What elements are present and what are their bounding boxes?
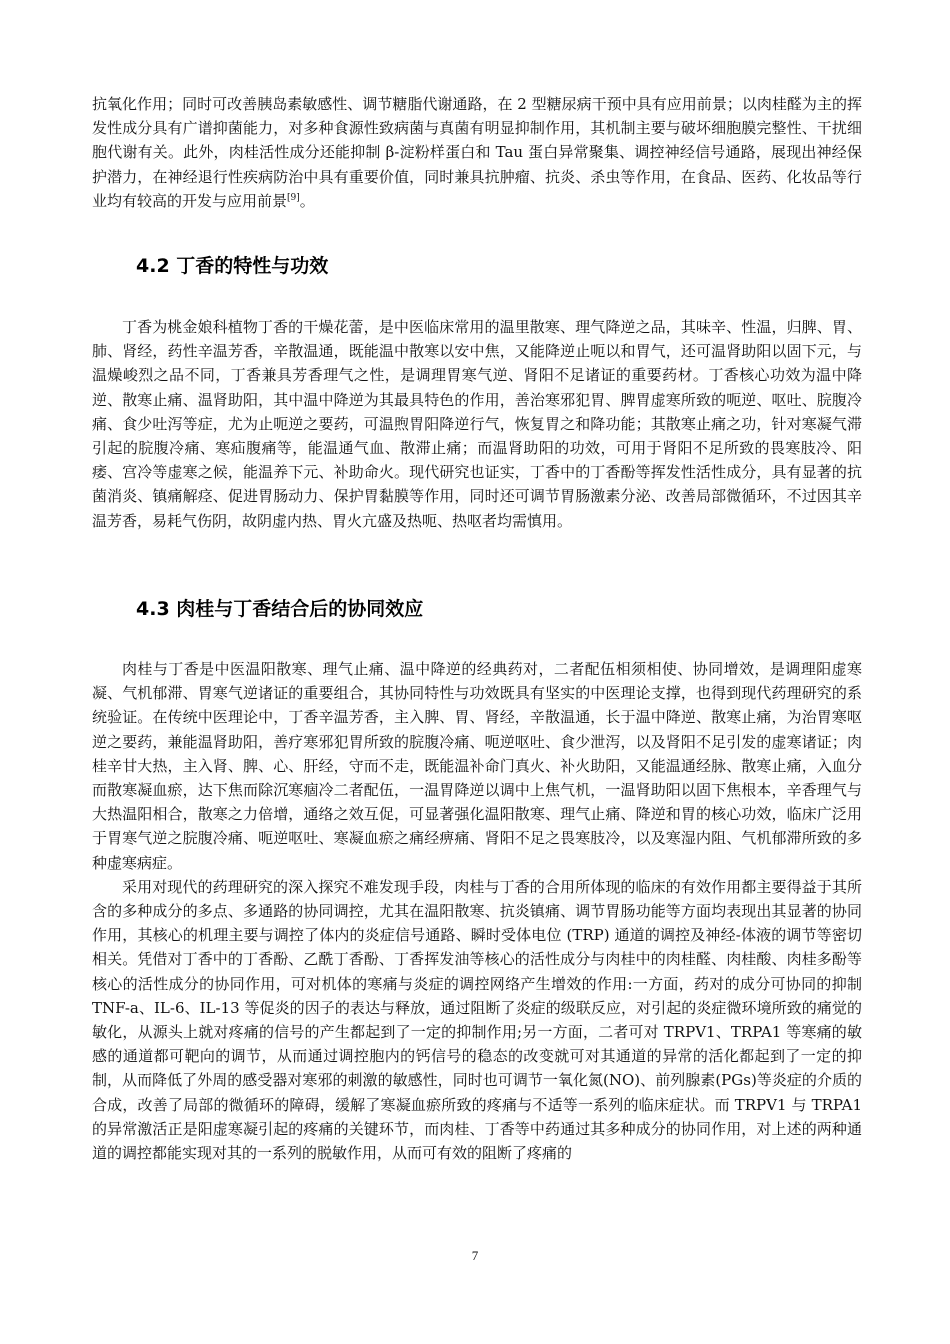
section-4-3-body xyxy=(92,657,862,1165)
section-4-2-body xyxy=(92,315,862,533)
intro-end: 。 xyxy=(299,191,315,210)
section-heading-4-2: 4.2 丁香的特性与功效 xyxy=(136,255,329,277)
section-heading-4-3: 4.3 肉桂与丁香结合后的协同效应 xyxy=(136,598,424,620)
citation-marker: [9] xyxy=(287,192,300,203)
synergy-paragraph-1: 肉桂与丁香是中医温阳散寒、理气止痛、温中降逆的经典药对，二者配伍相须相使、协同增效，是调理阳虚寒凝、气机郁滞、胃寒气逆诸证的重要组合，其协同特性与功效既具有坚实的中医理论支撑，也得到现代药理研究的系统验证。在传统中医理论中，丁香辛温芳香，主入脾、胃、肾经，辛散温通，长于温中降逆、散寒止痛，为治胃寒呕逆之要药，兼能温肾助阳，善疗寒邪犯胃所致的脘腹冷痛、呃逆呕吐、食少泄泻，以及肾阳不足引发的虚寒诸证；肉桂辛甘大热，主入肾、脾、心、肝经，守而不走，既能温补命门真火、补火助阳，又能温通经脉、散寒止痛，入血分而散寒凝血瘀，达下焦而除沉寒痼冷二者配伍，一温胃降逆以调中上焦气机，一温肾助阳以固下焦根本，辛香理气与大热温阳相合，散寒之力倍增，通络之效互促，可显著强化温阳散寒、理气止痛、降逆和胃的核心功效，临床广泛用于胃寒气逆之脘腹冷痛、呃逆呕吐、寒凝血瘀之痛经痹痛、肾阳不足之畏寒肢冷，以及寒湿内阻、气机郁滞所致的多种虚寒病症。 xyxy=(92,660,862,872)
intro-paragraph xyxy=(92,92,862,213)
synergy-paragraph-2: 采用对现代的药理研究的深入探究不难发现手段，肉桂与丁香的合用所体现的临床的有效作用都主要得益于其所含的多种成分的多点、多通路的协同调控，尤其在温阳散寒、抗炎镇痛、调节胃肠功能等方面均表现出其显著的协同作用，其核心的机理主要与调控了体内的炎症信号通路、瞬时受体电位 (TRP) 通道的调控及神经-体液的调节等密切相关。凭借对丁香中的丁香酚、乙酰丁香酚、丁香挥发油等核心的活性成分与肉桂中的肉桂醛、肉桂酸、肉桂多酚等核心的活性成分的协同作用，可对机体的寒痛与炎症的调控网络产生增效的作用:一方面，药对的成分可协同的抑制 TNF-a、IL-6、IL-13 等促炎的因子的表达与释放，通过阻断了炎症的级联反应，对引起的炎症微环境所致的痛觉的敏化，从源头上就对疼痛的信号的产生都起到了一定的抑制作用;另一方面，二者可对 TRPV1、TRPA1 等寒痛的敏感的通道都可靶向的调节，从而通过调控胞内的钙信号的稳态的改变就可对其通道的异常的活化都起到了一定的抑制，从而降低了外周的感受器对寒邪的刺激的敏感性，同时也可调节一氧化氮(NO)、前列腺素(PGs)等炎症的介质的合成，改善了局部的微循环的障碍，缓解了寒凝血瘀所致的疼痛与不适等一系列的临床症状。而 TRPV1 与 TRPA1 的异常激活正是阳虚寒凝引起的疼痛的关键环节，而肉桂、丁香等中药通过其多种成分的协同作用，对上述的两种通道的调控都能实现对其的一系列的脱敏作用，从而可有效的阻断了疼痛的 xyxy=(92,877,862,1163)
intro-text: 抗氧化作用；同时可改善胰岛素敏感性、调节糖脂代谢通路，在 2 型糖尿病干预中具有应用前景；以肉桂醛为主的挥发性成分具有广谱抑菌能力，对多种食源性致病菌与真菌有明显抑制作用，其机制主要与破坏细胞膜完整性、干扰细胞代谢有关。此外，肉桂活性成分还能抑制 β-淀粉样蛋白和 Tau 蛋白异常聚集、调控神经信号通路，展现出神经保护潜力，在神经退行性疾病防治中具有重要价值，同时兼具抗肿瘤、抗炎、杀虫等作用，在食品、医药、化妆品等行业均有较高的开发与应用前景 xyxy=(92,95,862,210)
clove-paragraph: 丁香为桃金娘科植物丁香的干燥花蕾，是中医临床常用的温里散寒、理气降逆之品，其味辛、性温，归脾、胃、肺、肾经，药性辛温芳香，辛散温通，既能温中散寒以安中焦，又能降逆止呃以和胃气，还可温肾助阳以固下元，与温燥峻烈之品不同，丁香兼具芳香理气之性，是调理胃寒气逆、肾阳不足诸证的重要药材。丁香核心功效为温中降逆、散寒止痛、温肾助阳，其中温中降逆为其最具特色的作用，善治寒邪犯胃、脾胃虚寒所致的呃逆、呕吐、脘腹冷痛、食少吐泻等症，尤为止呃逆之要药，可温煦胃阳降逆行气，恢复胃之和降功能；其散寒止痛之功，针对寒凝气滞引起的脘腹冷痛、寒疝腹痛等，能温通气血、散滞止痛；而温肾助阳的功效，可用于肾阳不足所致的畏寒肢冷、阳痿、宫冷等虚寒之候，能温养下元、补助命火。现代研究也证实，丁香中的丁香酚等挥发性活性成分，具有显著的抗菌消炎、镇痛解痉、促进胃肠动力、保护胃黏膜等作用，同时还可调节胃肠激素分泌、改善局部微循环，不过因其辛温芳香，易耗气伤阴，故阴虚内热、胃火亢盛及热呃、热呕者均需慎用。 xyxy=(92,318,862,530)
page-number: 7 xyxy=(471,1248,479,1263)
